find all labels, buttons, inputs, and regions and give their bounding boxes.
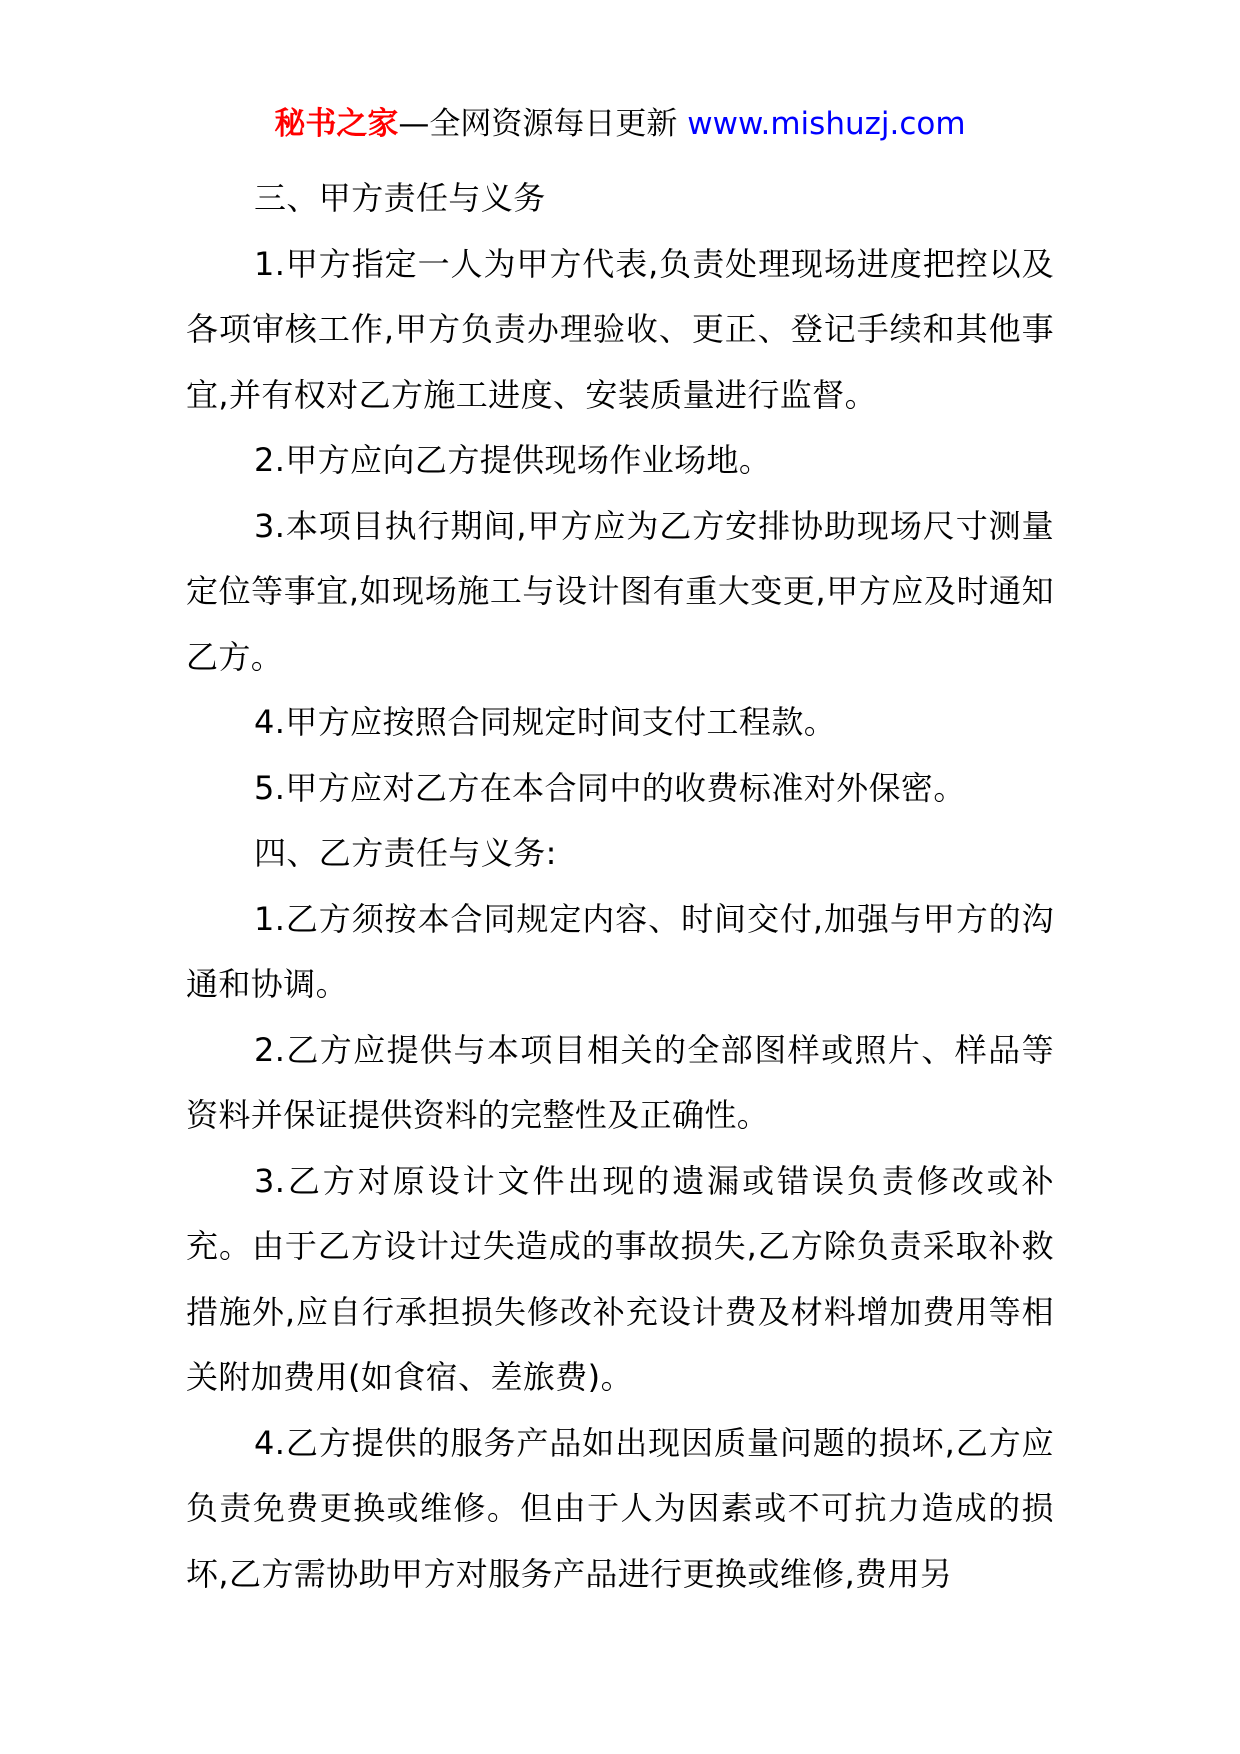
paragraph: 4.乙方提供的服务产品如出现因质量问题的损坏,乙方应负责免费更换或维修。但由于人为因素或不可抗力造成的损坏,乙方需协助甲方对服务产品进行更换或维修,费用另 (186, 1423, 1054, 1593)
section-heading-party-a: 三、甲方责任与义务 (254, 179, 546, 217)
document-body (186, 166, 1054, 1607)
paragraph: 3.本项目执行期间,甲方应为乙方安排协助现场尺寸测量定位等事宜,如现场施工与设计图有重大变更,甲方应及时通知乙方。 (186, 506, 1054, 676)
paragraph: 2.甲方应向乙方提供现场作业场地。 (254, 441, 772, 479)
section-heading-party-b: 四、乙方责任与义务: (254, 834, 557, 872)
site-url-link[interactable]: www.mishuzj.com (687, 106, 966, 142)
paragraph: 5.甲方应对乙方在本合同中的收费标准对外保密。 (254, 768, 966, 807)
paragraph: 1.乙方须按本合同规定内容、时间交付,加强与甲方的沟通和协调。 (186, 899, 1054, 1003)
paragraph: 3.乙方对原设计文件出现的遗漏或错误负责修改或补充。由于乙方设计过失造成的事故损失,乙方除负责采取补救措施外,应自行承担损失修改补充设计费及材料增加费用等相关附加费用(如食宿、差旅费)。 (186, 1161, 1054, 1396)
brand-name: 秘书之家 (274, 106, 399, 142)
paragraph: 2.乙方应提供与本项目相关的全部图样或照片、样品等资料并保证提供资料的完整性及正确性。 (186, 1030, 1054, 1134)
paragraph: 1.甲方指定一人为甲方代表,负责处理现场进度把控以及各项审核工作,甲方负责办理验收、更正、登记手续和其他事宜,并有权对乙方施工进度、安装质量进行监督。 (186, 244, 1054, 414)
site-header (0, 102, 1240, 146)
header-slogan: —全网资源每日更新 (398, 106, 678, 142)
paragraph: 4.甲方应按照合同规定时间支付工程款。 (254, 703, 837, 741)
